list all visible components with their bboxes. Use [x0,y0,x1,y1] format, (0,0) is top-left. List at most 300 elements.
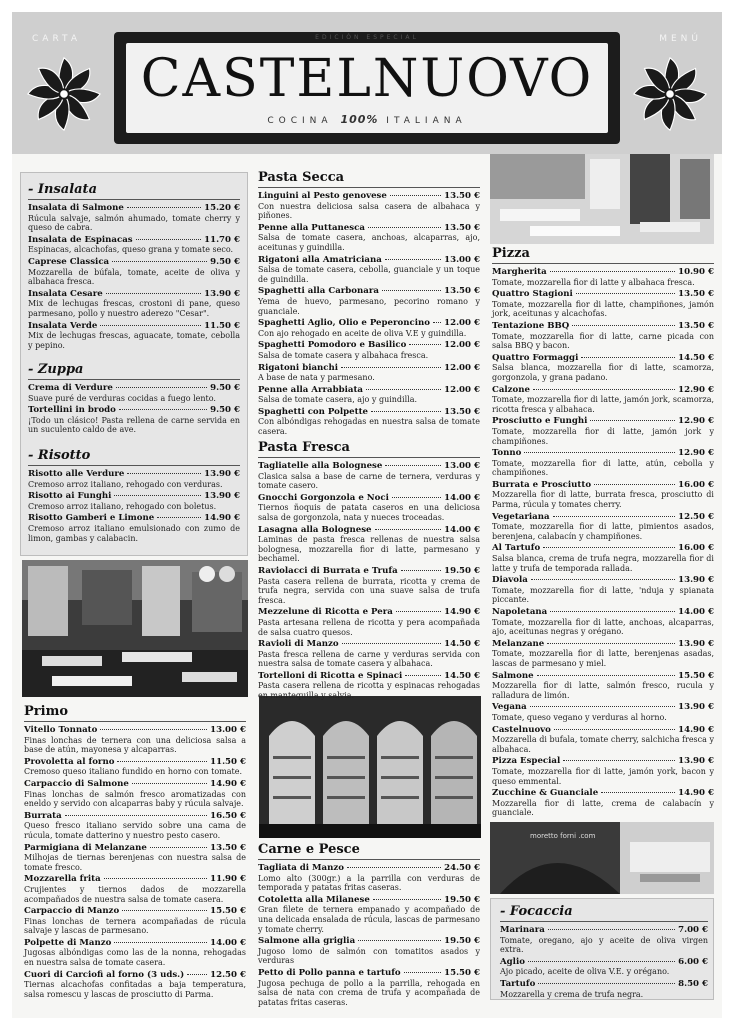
dish-price: 13.90 € [204,491,240,502]
dish-description: Tomate, mozzarella fior di latte, jamón york, bacon y queso emmental. [492,766,714,786]
dish-description: Tomate, queso vegano y verduras al horno. [492,712,667,722]
menu-item [258,493,480,523]
dish-name: Tentazione BBQ [492,320,570,331]
dish-name: Marinara [500,925,545,935]
dish-name: Tortelloni di Ricotta e Spinaci [258,670,403,681]
menu-item [258,461,480,491]
dish-description: Finas lonchas de ternera acompañadas de rúcula salvaje y lascas de parmesano. [24,916,246,936]
dish-name: Vegetariana [492,511,550,522]
menu-item [24,843,246,873]
dish-name: Crema di Verdure [28,383,113,393]
dish-description: Tomate, mozzarella fior di latte y albahaca fresca. [492,277,695,287]
dot-leader [524,452,675,453]
dish-description: Mozzarella de búfala, tomate, aceite de oliva y albahaca fresca. [28,267,240,287]
dish-description: Tomate, mozzarella fior di latte, anchoas, alcaparras, ajo, aceitunas negras y orégano. [492,617,714,637]
dish-name: Rigatoni bianchi [258,362,339,373]
menu-item [258,671,480,701]
dish-description: Tomate, mozzarella fior di latte, berenjenas asadas, lascas de parmesano y miel. [492,649,714,668]
dish-name: Tortellini in brodo [28,405,116,416]
dish-price: 12.00 € [444,318,480,329]
dish-price: 12.00 € [444,362,480,373]
dish-price: 13.50 € [444,191,480,201]
menu-item [28,257,240,287]
menu-item [28,513,240,543]
dish-name: Quattro Stagioni [492,289,573,300]
menu-item [492,385,714,415]
dish-name: Quattro Formaggi [492,352,579,363]
dish-price: 19.50 € [444,936,480,947]
menu-item [492,702,714,722]
dish-price: 14.00 € [678,607,714,617]
dish-name: Insalata Cesare [28,288,103,299]
menu-header [12,12,722,154]
dot-leader [132,783,207,784]
dish-price: 11.70 € [204,234,240,245]
dish-price: 13.50 € [444,406,480,417]
dish-name: Ravioli di Manzo [258,639,339,650]
dot-leader [114,495,201,496]
dot-leader [594,484,675,485]
dish-price: 14.00 € [444,492,480,503]
dot-leader [401,570,441,571]
dish-description: Tomate, mozzarella fior di latte, atún, cebolla y champiñones. [492,458,714,478]
dot-leader [104,878,207,879]
dot-leader [433,322,441,323]
dish-description: Jugoso lomo de salmón con tomatitos asados y verduras [258,946,480,966]
section-title: Pasta Secca [258,170,480,188]
dish-price: 6.00 € [678,956,708,967]
dish-description: Con nuestra deliciosa salsa casera de albahaca y piñones. [258,201,480,221]
dot-leader [528,961,675,962]
dish-description: Queso fresco italiano servido sobre una cama de rúcula, tomate datterino y nuestro pesto casero. [24,821,246,840]
menu-item [28,321,240,351]
dot-leader [543,547,675,548]
dish-description: Cremoso arroz italiano emulsionado con zumo de limon, gambas y calabacin. [28,523,240,543]
menu-item [492,353,714,383]
menu-item [500,925,708,955]
dish-name: Salmone [492,670,534,681]
dish-description: Con albóndigas rehogadas en nuestra salsa de tomate casera. [258,417,480,437]
dot-leader [100,325,201,326]
dish-description: A base de nata y parmesano. [258,373,375,383]
dish-name: Spaghetti con Polpette [258,406,369,417]
dish-description: Jugosa pechuga de pollo a la parrilla, rehogada en salsa de nata con crema de trufa y acompañada de patatas fritas caseras. [258,978,480,1007]
dish-name: Vitello Tonnato [24,725,98,735]
dot-leader [409,344,441,345]
dish-description: Clasica salsa a base de carne de ternera, verduras y tomate casero. [258,471,480,491]
dish-price: 11.90 € [210,874,246,885]
dish-name: Insalata de Espinacas [28,234,133,245]
dish-name: Napoletana [492,607,548,617]
dish-price: 13.90 € [678,756,714,767]
dish-name: Pizza Especial [492,756,561,767]
dish-name: Carpaccio di Manzo [24,906,120,917]
dish-description: Cremoso arroz italiano, rehogado con verduras. [28,479,223,489]
menu-item [492,512,714,542]
dot-leader [114,942,207,943]
dish-price: 14.90 € [678,724,714,735]
dish-price: 10.90 € [678,267,714,277]
dish-name: Polpette di Manzo [24,937,112,948]
dot-leader [385,259,441,260]
dish-price: 24.50 € [444,863,480,873]
edition-label: EDICIÓN ESPECIAL [315,34,419,41]
dish-price: 15.50 € [678,670,714,681]
menu-item [258,255,480,285]
menu-item [492,267,714,287]
dot-leader [572,325,675,326]
flower-ornament-icon [632,56,708,132]
dish-price: 14.00 € [444,524,480,535]
section-title: - Focaccia [500,904,708,922]
dish-name: Melanzane [492,638,545,649]
section-title: Carne e Pesce [258,842,480,860]
dish-description: Finas lonchas de ternera con una deliciosa salsa a base de atún, mayonesa y alcaparras. [24,735,246,755]
dot-leader [187,974,207,975]
dot-leader [550,271,675,272]
dish-name: Risotto ai Funghi [28,491,112,502]
dot-leader [127,473,201,474]
menu-item [492,639,714,669]
dish-name: Insalata Verde [28,320,98,331]
dish-description: Pasta casera rellena de burrata, ricotta y crema de trufa negra, servida con una suave salsa de trufa fresca. [258,576,480,605]
dish-name: Spaghetti Pomodoro e Basilico [258,340,407,351]
menu-page [12,12,722,1018]
dish-name: Risotto alle Verdure [28,469,125,479]
menu-item [258,407,480,437]
dot-leader [547,643,675,644]
dish-description: Mix de lechugas frescas, aguacate, tomate, cebolla y pepino. [28,331,240,350]
menu-item [28,203,240,233]
dish-name: Carpaccio di Salmone [24,778,129,789]
dish-name: Vegana [492,702,527,713]
menu-item [492,607,714,637]
dot-leader [65,815,207,816]
dish-description: Pasta artesana rellena de ricotta y pera acompañada de salsa cuatro quesos. [258,617,480,637]
menu-item [24,970,246,1000]
dish-name: Aglio [500,956,525,967]
interior-photo [490,154,714,244]
dish-price: 13.00 € [444,254,480,265]
dish-price: 16.00 € [678,543,714,554]
dish-price: 12.50 € [678,511,714,522]
dish-description: Mozzarella fior di latte, burrata fresca, prosciutto di Parma, rúcula y tomates cherry. [492,490,714,510]
dot-leader [581,357,675,358]
menu-item [492,289,714,319]
dish-description: Pasta fresca rellena de carne y verduras servida con nuestra salsa de tomate casera y albahaca. [258,649,480,669]
menu-item [24,725,246,755]
menu-item [258,863,480,893]
menu-item [258,318,480,338]
dish-name: Tagliatelle alla Bolognese [258,461,383,471]
dish-name: Cotoletta alla Milanese [258,894,370,905]
dish-price: 12.90 € [678,448,714,459]
dot-leader [396,611,441,612]
dot-leader [119,409,207,410]
section-title: - Insalata [28,182,240,200]
dish-description: Rúcula salvaje, salmón ahumado, tomate cherry y queso de cabra. [28,213,240,233]
dish-name: Diavola [492,575,528,586]
dot-leader [537,675,676,676]
section-primo [24,704,246,1001]
dish-price: 13.90 € [204,469,240,479]
dish-description: Tiernas alcachofas confitadas a baja temperatura, salsa romescu y lascas de prosciutto di Parma. [24,980,246,999]
dish-description: Mix de lechugas frescas, crostoni di pane, queso parmesano, pollo y nuestro aderezo "Cesar". [28,299,240,318]
dish-name: Al Tartufo [492,543,541,554]
dish-price: 13.90 € [678,702,714,713]
dining-room-photo [22,560,248,697]
menu-item [24,906,246,936]
dish-description: Cremoso queso italiano fundido en horno con tomate. [24,767,242,777]
dish-name: Zucchine & Guanciale [492,788,599,799]
dish-description: Tomate, mozzarella fior di latte, carne picada con salsa BBQ y bacon. [492,331,714,351]
dot-leader [347,867,441,868]
dish-description: Mozzarella fior di latte, crema de calabacín y guanciale. [492,798,714,818]
dish-price: 14.90 € [204,513,240,524]
menu-item [492,416,714,446]
menu-item [258,363,480,383]
dish-price: 12.00 € [444,384,480,395]
menu-item [492,321,714,351]
menu-item [28,235,240,255]
menu-item [258,607,480,637]
section-title: Pasta Fresca [258,440,480,458]
dish-price: 12.90 € [678,384,714,395]
dish-price: 7.00 € [678,925,708,935]
menu-item [258,895,480,934]
dish-description: Salsa blanca, crema de trufa negra, mozzarella fior di latte y trufa de temporada rallada. [492,554,714,573]
dish-name: Spaghetti Aglio, Olio e Peperoncino [258,318,430,329]
dish-price: 19.50 € [444,894,480,905]
dot-leader [373,899,441,900]
menu-item [24,938,246,968]
menu-item [258,340,480,360]
dish-price: 15.20 € [204,203,240,213]
dot-leader [548,929,675,930]
dish-price: 9.50 € [210,383,240,393]
section-pasta-fresca [258,440,480,703]
dish-description: Yema de huevo, parmesano, pecorino romano y guanciale. [258,296,480,316]
dot-leader [533,389,675,390]
cuisine-subtitle: COCINA 100% ITALIANA [267,113,467,126]
title-frame [114,32,620,144]
dish-description: Gran filete de ternera empanado y acompañado de una delicada ensalada de rúcula, lascas de parmesano y tomate cherry. [258,905,480,934]
dish-name: Margherita [492,267,547,277]
menu-item [492,788,714,818]
dish-name: Petto di Pollo panna e tartufo [258,967,401,978]
dish-name: Burrata [24,810,62,821]
dish-price: 14.50 € [444,670,480,681]
dish-price: 14.90 € [678,788,714,799]
dot-leader [590,420,675,421]
dot-leader [341,367,441,368]
menu-item [492,480,714,510]
menu-item [258,286,480,316]
dish-description: Salsa de tomate casera, ajo y guindilla. [258,395,418,405]
dish-name: Penne alla Puttanesca [258,222,365,233]
dot-leader [342,643,441,644]
dot-leader [553,516,676,517]
dish-description: Jugosas albóndigas como las de la nonna, rehogadas en nuestra salsa de tomate casera. [24,948,246,968]
section-title: - Risotto [28,448,240,466]
dot-leader [538,983,675,984]
dish-name: Mozzarella frita [24,874,101,885]
dot-leader [366,389,441,390]
dish-name: Rigatoni alla Amatriciana [258,254,382,265]
dot-leader [122,910,207,911]
dot-leader [550,611,675,612]
dot-leader [554,729,675,730]
dish-price: 8.50 € [678,978,708,989]
menu-item [28,491,240,511]
dish-description: Tiernos ñoquis de patata caseros en una deliciosa salsa de gorgonzola, nata y nueces troceadas. [258,503,480,522]
dish-description: Mozzarella y crema de trufa negra. [500,989,644,999]
menu-item [492,448,714,478]
dot-leader [563,760,675,761]
dot-leader [371,411,441,412]
menu-label: MENÚ [659,34,702,44]
dish-name: Mezzelune di Ricotta e Pera [258,607,393,618]
dish-description: Salsa de tomate casera y albahaca fresca. [258,350,429,360]
dish-price: 13.00 € [210,725,246,735]
dish-description: Mozzarella di bufala, tomate cherry, salchicha fresca y albahaca. [492,735,714,754]
menu-item [24,779,246,809]
dish-description: Crujientes y tiernos dados de mozzarella acompañados de nuestra salsa de tomate casera. [24,884,246,904]
menu-item [492,756,714,786]
dish-description: Tomate, mozzarella fior di latte, 'nduja y spianata piccante. [492,585,714,605]
dish-description: Cremoso arroz italiano, rehogado con boletus. [28,501,217,511]
menu-item [258,936,480,966]
dot-leader [358,940,441,941]
dish-price: 16.50 € [210,810,246,821]
dish-description: Tomate, mozzarella fior di latte, champiñones, jamón jork, aceitunas y alcachofas. [492,299,714,319]
dish-price: 13.90 € [204,288,240,299]
dish-name: Raviolacci di Burrata e Trufa [258,565,398,576]
dish-description: Salsa de tomate casera, cebolla, guanciale y un toque de guindilla. [258,265,480,284]
dish-name: Insalata di Salmone [28,203,124,213]
menu-item [28,289,240,319]
dish-name: Calzone [492,384,531,395]
dish-name: Provoletta al forno [24,756,115,767]
dish-price: 12.90 € [678,416,714,427]
section-title: Primo [24,704,246,722]
dish-price: 13.90 € [678,638,714,649]
dot-leader [157,517,201,518]
menu-item [258,639,480,669]
section-focaccia [500,904,708,1001]
dish-price: 13.50 € [444,286,480,297]
dish-name: Tonno [492,448,522,459]
dot-leader [150,847,207,848]
dot-leader [530,706,675,707]
dish-name: Burrata e Prosciutto [492,479,592,490]
dish-name: Tagliata di Manzo [258,863,344,873]
dish-name: Penne alla Arrabbiata [258,384,363,395]
section-insalata [28,182,240,352]
menu-item [258,191,480,221]
dish-name: Spaghetti alla Carbonara [258,286,379,297]
menu-item [28,383,240,403]
menu-item [24,874,246,904]
menu-item [28,405,240,435]
dish-price: 13.90 € [678,575,714,586]
dish-price: 15.50 € [210,906,246,917]
section-pizza [492,246,714,820]
section-pasta-secca [258,170,480,439]
dot-leader [106,293,201,294]
dish-description: Salsa de tomate casera, anchoas, alcaparras, ajo, aceitunas y guindilla. [258,233,480,252]
dish-name: Salmone alla griglia [258,936,356,947]
dish-name: Prosciutto e Funghi [492,416,588,427]
dish-description: Tomate, mozzarella fior di latte, pimientos asados, berenjena, calabacín y champiñones. [492,522,714,541]
dish-price: 9.50 € [210,405,240,416]
dish-description: Suave puré de verduras cocidas a fuego lento. [28,393,216,403]
dish-name: Linguini al Pesto genovese [258,191,387,201]
dot-leader [375,529,442,530]
section-title: Pizza [492,246,714,264]
pizza-oven-photo [490,822,714,894]
dot-leader [404,972,441,973]
dot-leader [531,579,675,580]
menu-item [258,968,480,1007]
dot-leader [136,239,201,240]
dish-price: 19.50 € [444,565,480,576]
dot-leader [368,227,441,228]
dish-name: Parmigiana di Melanzane [24,842,147,853]
menu-item [492,725,714,755]
flower-ornament-icon [26,56,102,132]
section-title: - Zuppa [28,362,240,380]
dish-price: 13.50 € [444,222,480,233]
menu-item [492,671,714,701]
restaurant-name: CASTELNUOVO [140,49,594,109]
menu-item [492,575,714,605]
dot-leader [117,761,207,762]
section-risotto [28,448,240,545]
dot-leader [385,465,441,466]
dish-price: 13.50 € [678,320,714,331]
menu-item [492,543,714,573]
menu-item [500,957,708,977]
carta-label: CARTA [32,34,81,44]
menu-item [258,385,480,405]
dot-leader [405,675,441,676]
dot-leader [382,290,441,291]
dish-description: Mozzarella fior di latte, salmón fresco, rucula y ralladura de limón. [492,681,714,700]
dot-leader [576,293,675,294]
dish-description: Tomate, mozzarella fior di latte, jamón jork y champiñones. [492,426,714,446]
dish-name: Tartufo [500,978,536,989]
dish-price: 12.00 € [444,340,480,351]
dot-leader [116,387,207,388]
menu-item [258,223,480,253]
dot-leader [127,207,201,208]
dot-leader [392,497,441,498]
dish-description: Lomo alto (300gr.) a la parrilla con verduras de temporada y patatas fritas caseras. [258,873,480,893]
menu-item [258,566,480,605]
dish-price: 14.00 € [210,937,246,948]
section-zuppa [28,362,240,437]
dish-description: Con ajo rehogado en aceite de oliva V.E y guindilla. [258,328,467,338]
dot-leader [390,195,441,196]
menu-item [258,525,480,564]
dish-price: 11.50 € [210,756,246,767]
dish-price: 12.50 € [210,969,246,980]
dish-name: Cuori di Carciofi al forno (3 uds.) [24,969,185,980]
pasta-shelf-photo [259,696,481,838]
dot-leader [100,729,207,730]
dish-price: 9.50 € [210,256,240,267]
